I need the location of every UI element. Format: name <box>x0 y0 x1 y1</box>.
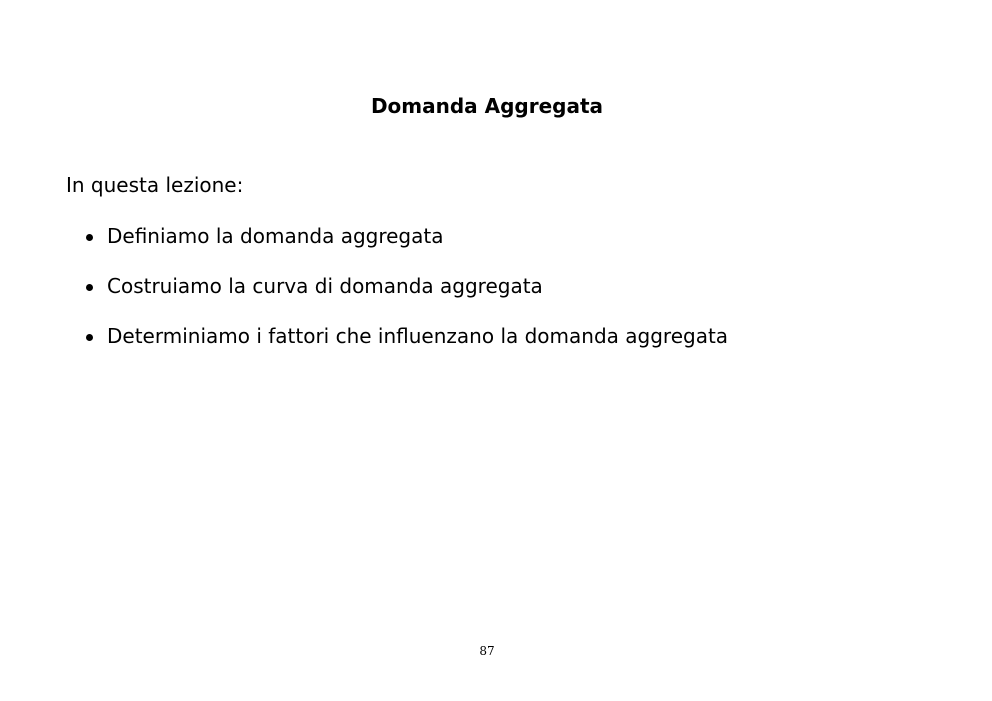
list-item-text: Determiniamo i fattori che influenzano la domanda aggregata <box>107 324 729 348</box>
list-item <box>86 272 728 300</box>
bullet-list <box>86 222 728 372</box>
bullet-icon <box>86 234 93 241</box>
bullet-icon <box>86 334 93 341</box>
list-item-text: Definiamo la domanda aggregata <box>107 224 444 248</box>
page-title: Domanda Aggregata <box>370 94 604 118</box>
list-item <box>86 322 728 350</box>
list-item <box>86 222 728 250</box>
bullet-icon <box>86 284 93 291</box>
page-number: 87 <box>479 644 495 658</box>
list-item-text: Costruiamo la curva di domanda aggregata <box>107 274 543 298</box>
intro-text: In questa lezione: <box>66 173 244 197</box>
